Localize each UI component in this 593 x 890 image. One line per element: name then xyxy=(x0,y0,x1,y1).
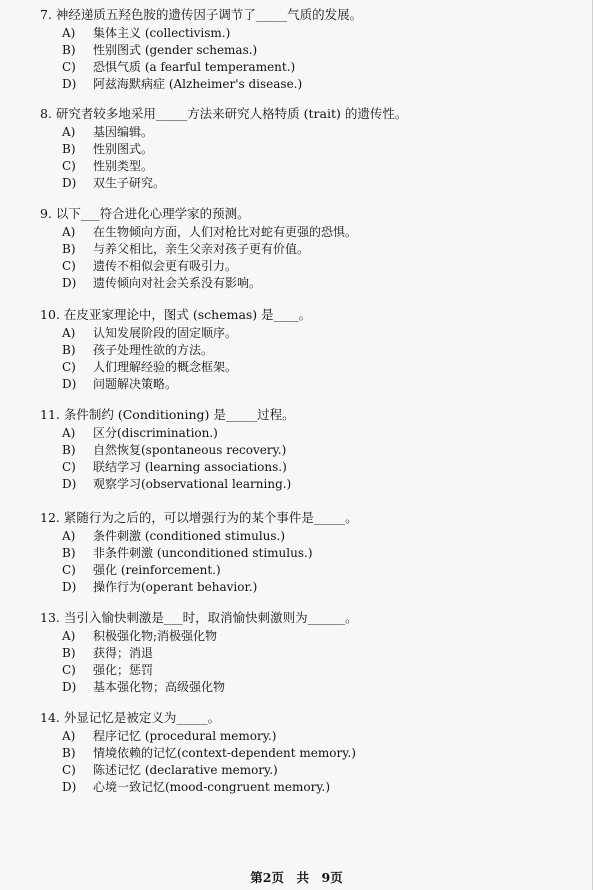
option-b: B) 性别图式。 xyxy=(62,142,154,156)
option-b: B) 与养父相比，亲生父亲对孩子更有价值。 xyxy=(62,242,310,256)
option-d: D) 遗传倾向对社会关系没有影响。 xyxy=(62,276,262,290)
option-c: C) 陈述记忆 (declarative memory.) xyxy=(62,763,278,777)
option-d: D) 问题解决策略。 xyxy=(62,377,178,391)
option-c: C) 强化 (reinforcement.) xyxy=(62,563,221,577)
option-d: D) 双生子研究。 xyxy=(62,176,166,190)
question-text: 9. 以下___符合进化心理学家的预测。 xyxy=(40,206,250,221)
option-a: A) 基因编辑。 xyxy=(62,125,154,139)
option-a: A) 在生物倾向方面，人们对枪比对蛇有更强的恐惧。 xyxy=(62,225,358,239)
option-a: A) 集体主义 (collectivism.) xyxy=(62,26,231,40)
option-c: C) 联结学习 (learning associations.) xyxy=(62,460,287,474)
option-b: B) 自然恢复(spontaneous recovery.) xyxy=(62,443,287,457)
question-text: 12. 紧随行为之后的，可以增强行为的某个事件是_____。 xyxy=(40,510,358,525)
option-a: A) 区分(discrimination.) xyxy=(62,426,218,440)
option-d: D) 基本强化物；高级强化物 xyxy=(62,680,226,694)
option-a: A) 条件刺激 (conditioned stimulus.) xyxy=(62,529,286,543)
option-b: B) 获得；消退 xyxy=(62,646,154,660)
question-text: 10. 在皮亚家理论中，图式 (schemas) 是____。 xyxy=(40,307,312,322)
option-d: D) 阿兹海默病症 (Alzheimer's disease.) xyxy=(62,77,303,91)
question-text: 13. 当引入愉快刺激是___时，取消愉快刺激则为______。 xyxy=(40,610,358,625)
option-b: B) 情境依赖的记忆(context-dependent memory.) xyxy=(62,746,356,760)
option-b: B) 非条件刺激 (unconditioned stimulus.) xyxy=(62,546,313,560)
option-c: C) 恐惧气质 (a fearful temperament.) xyxy=(62,60,296,74)
option-b: B) 性别图式 (gender schemas.) xyxy=(62,43,258,57)
option-c: C) 遗传不相似会更有吸引力。 xyxy=(62,259,238,273)
question-text: 14. 外显记忆是被定义为_____。 xyxy=(40,710,221,725)
option-d: D) 操作行为(operant behavior.) xyxy=(62,580,258,594)
question-text: 11. 条件制约 (Conditioning) 是_____过程。 xyxy=(40,407,295,422)
question-text: 8. 研究者较多地采用_____方法来研究人格特质 (trait) 的遗传性。 xyxy=(40,106,408,121)
option-c: C) 性别类型。 xyxy=(62,159,154,173)
option-b: B) 孩子处理性欲的方法。 xyxy=(62,343,214,357)
option-a: A) 程序记忆 (procedural memory.) xyxy=(62,729,277,743)
option-c: C) 强化；惩罚 xyxy=(62,663,154,677)
page-number-footer: 第2页 共 9页 xyxy=(250,870,343,885)
option-a: A) 认知发展阶段的固定顺序。 xyxy=(62,326,238,340)
option-c: C) 人们理解经验的概念框架。 xyxy=(62,360,238,374)
question-text: 7. 神经递质五羟色胺的遗传因子调节了_____气质的发展。 xyxy=(40,7,363,22)
option-a: A) 积极强化物;消极强化物 xyxy=(62,629,218,643)
option-d: D) 观察学习(observational learning.) xyxy=(62,477,292,491)
option-d: D) 心境一致记忆(mood-congruent memory.) xyxy=(62,780,331,794)
